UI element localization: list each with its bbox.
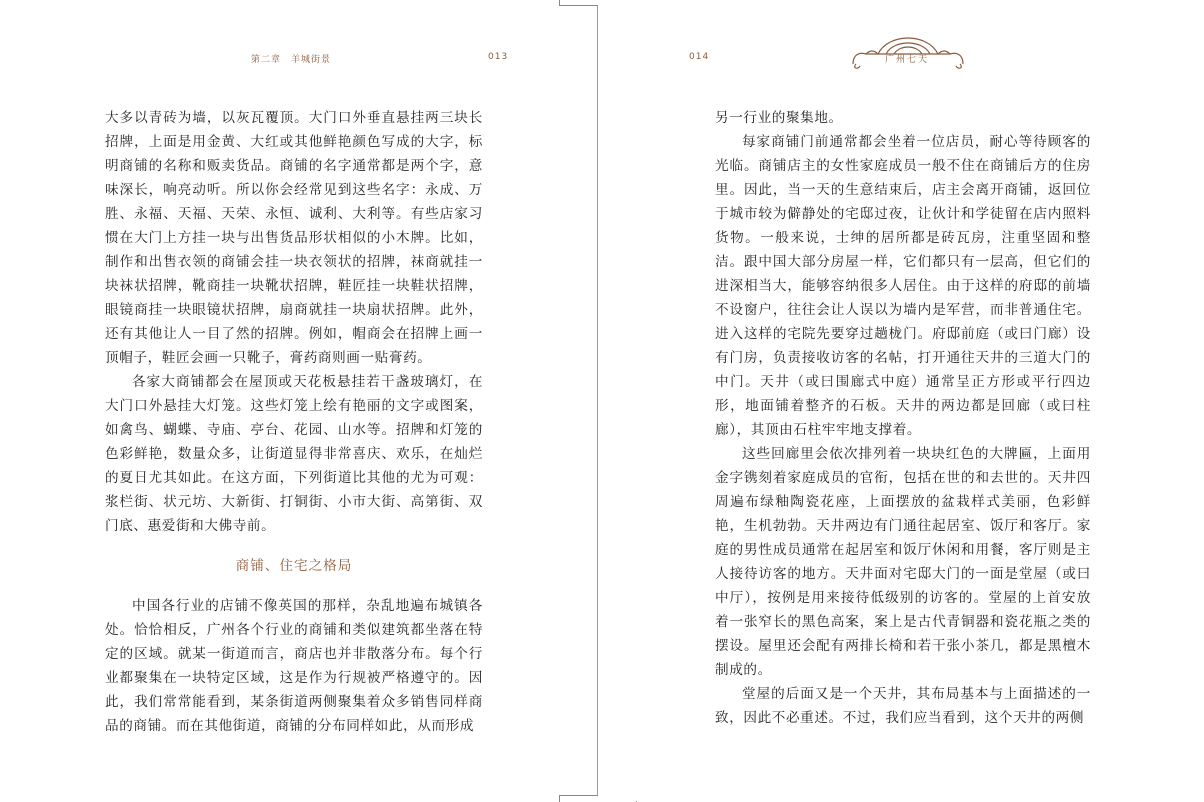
- paragraph: 大多以青砖为墙，以灰瓦覆顶。大门口外垂直悬挂两三块长招牌，上面是用金黄、大红或其他鲜艳颜色写成的大字，标明商铺的名称和贩卖货品。商铺的名字通常都是两个字，意味深长，响亮动听。所以你会经常见到这些名字：永成、万胜、永福、天福、天荣、永恒、诚利、大利等。有些店家习惯在大门上方挂一块与出售货品形状相似的小木牌。比如，制作和出售衣领的商铺会挂一块衣领状的招牌，袜商就挂一块袜状招牌，靴商挂一块靴状招牌，鞋匠挂一块鞋状招牌，眼镜商挂一块眼镜状招牌，扇商就挂一块扇状招牌。此外，还有其他让人一目了然的招牌。例如，帽商会在招牌上画一顶帽子，鞋匠会画一只靴子，膏药商则画一贴膏药。: [105, 110, 483, 366]
- paragraph: 中国各行业的店铺不像英国的那样，杂乱地遍布城镇各处。恰恰相反，广州各个行业的商铺和类似建筑都坐落在特定的区域。就某一街道而言，商店也并非散落分布。每个行业都聚集在一块特定区域，这是作为行规被严格遵守的。因此，我们常常能看到，某条街道两侧聚集着众多销售同样商品的商铺。而在其他街道，商铺的分布同样如此，从而形成: [105, 598, 483, 734]
- paragraph: 各家大商铺都会在屋顶或天花板悬挂若干盏玻璃灯，在大门口外悬挂大灯笼。这些灯笼上绘有艳丽的文字或图案，如禽鸟、蝴蝶、寺庙、亭台、花园、山水等。招牌和灯笼的色彩鲜艳，数量众多，让街道显得非常喜庆、欢乐，在灿烂的夏日尤其如此。在这方面，下列街道比其他的尤为可观：浆栏街、状元坊、大新街、打铜街、小市大街、高第街、双门底、惠爱街和大佛寺前。: [105, 374, 483, 534]
- right-body-text: [715, 106, 1091, 730]
- paragraph: 另一行业的聚集地。: [715, 110, 843, 126]
- paragraph: 这些回廊里会依次排列着一块块红色的大牌匾，上面用金字镌刻着家庭成员的官衔，包括在世的和去世的。天井四周遍布绿釉陶瓷花座，上面摆放的盆栽样式美丽，色彩鲜艳，生机勃勃。天井两边有门通往起居室、饭厅和客厅。家庭的男性成员通常在起居室和饭厅休闲和用餐，客厅则是主人接待访客的地方。天井面对宅邸大门的一面是堂屋（或曰中厅），按例是用来接待低级别的访客的。堂屋的上首安放着一张窄长的黑色高案，案上是古代青铜器和瓷花瓶之类的摆设。屋里还会配有两排长椅和若干张小茶几，都是黑檀木制成的。: [715, 446, 1091, 678]
- section-heading: 商铺、住宅之格局: [235, 558, 353, 574]
- page-number-right: 014: [689, 52, 710, 62]
- left-page: [0, 0, 597, 801]
- running-title: 第二章 羊城街景: [251, 55, 332, 65]
- running-title-right: 广州七天: [885, 55, 930, 65]
- paragraph: 每家商铺门前通常都会坐着一位店员，耐心等待顾客的光临。商铺店主的女性家庭成员一般不住在商铺后方的住房里。因此，当一天的生意结束后，店主会离开商铺，返回位于城市较为僻静处的宅邸过夜，让伙计和学徒留在店内照料货物。一般来说，士绅的居所都是砖瓦房，注重坚固和整洁。跟中国大部分房屋一样，它们都只有一层高，但它们的进深相当大，能够容纳很多人居住。由于这样的府邸的前墙不设窗户，往往会让人误以为墙内是军营，而非普通住宅。进入这样的宅院先要穿过趟栊门。府邸前庭（或曰门廊）设有门房，负责接收访客的名帖，打开通往天井的三道大门的中门。天井（或曰围廊式中庭）通常呈正方形或平行四边形，地面铺着整齐的石板。天井的两边都是回廊（或曰柱廊），其顶由石柱牢牢地支撑着。: [715, 134, 1091, 438]
- paragraph: 堂屋的后面又是一个天井，其布局基本与上面描述的一致，因此不必重述。不过，我们应当看到，这个天井的两侧: [715, 686, 1091, 726]
- right-page: [598, 0, 1204, 801]
- page-number-left: 013: [488, 52, 509, 62]
- left-body-text: [105, 106, 483, 738]
